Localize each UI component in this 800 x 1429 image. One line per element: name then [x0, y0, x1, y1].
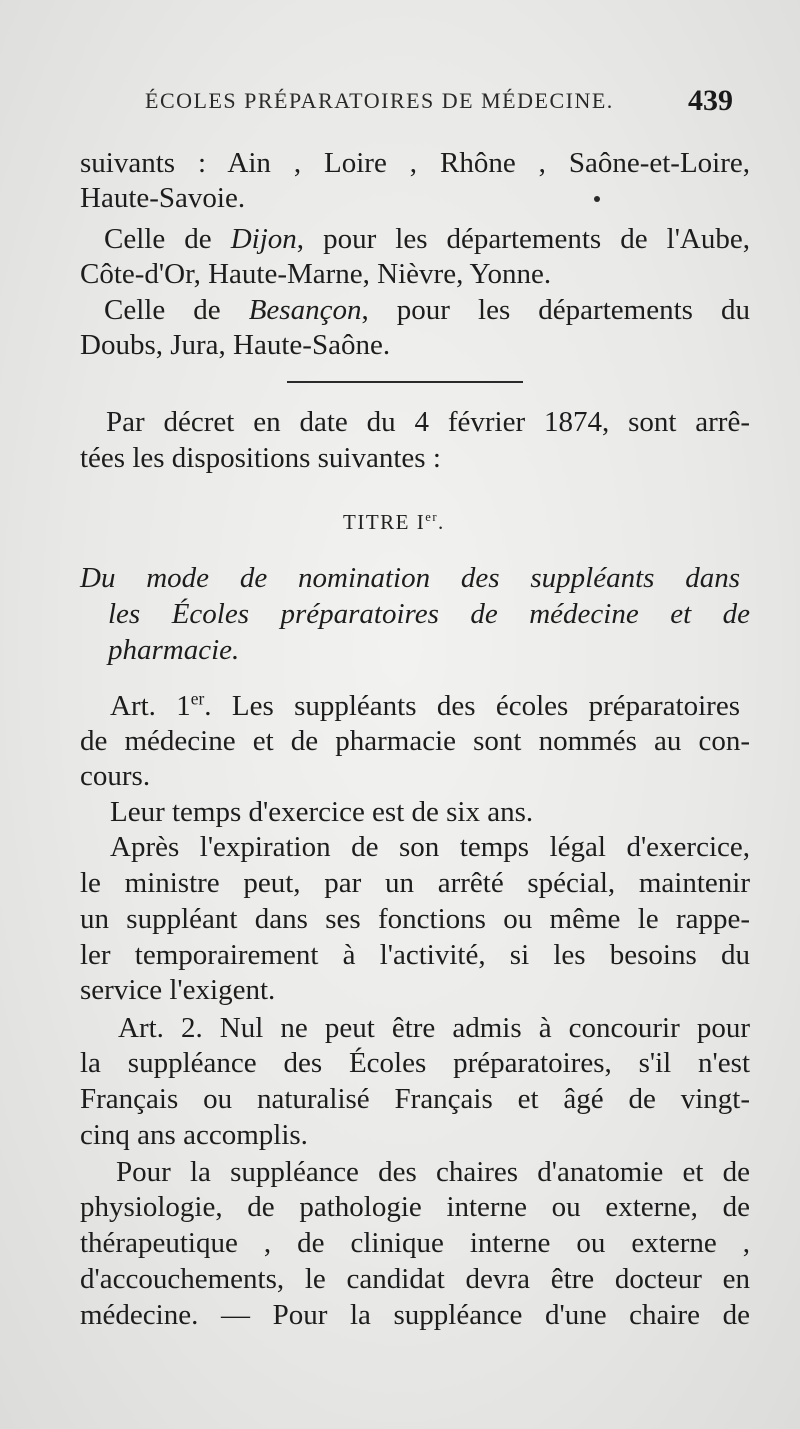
text-line: Après l'expiration de son temps légal d'exercice,: [110, 831, 750, 863]
text-line: Celle de Dijon, pour les départements de l'Aube,: [104, 223, 750, 255]
text-line: thérapeutique , de clinique interne ou externe ,: [80, 1227, 750, 1259]
page-header: [0, 84, 800, 124]
text-line: ler temporairement à l'activité, si les besoins du: [80, 939, 750, 971]
text-line: le ministre peut, par un arrêté spécial, maintenir: [80, 867, 750, 899]
text-line: médecine. — Pour la suppléance d'une chaire de: [80, 1299, 750, 1331]
section-heading: TITRE Ier.: [343, 510, 445, 534]
text-line: cours.: [80, 760, 151, 792]
text-line: Haute-Savoie.: [80, 182, 246, 214]
text-line: Art. 2. Nul ne peut être admis à concourir pour: [118, 1012, 750, 1044]
text-line: Art. 1er. Les suppléants des écoles préparatoires: [110, 688, 740, 722]
subtitle-line: les Écoles préparatoires de médecine et de: [108, 598, 750, 630]
text-line: la suppléance des Écoles préparatoires, s'il n'est: [80, 1047, 750, 1079]
text-line: Celle de Besançon, pour les départements du: [104, 294, 750, 326]
text-line: physiologie, de pathologie interne ou externe, de: [80, 1191, 750, 1223]
ink-speck: [594, 196, 600, 202]
text-line: Pour la suppléance des chaires d'anatomie et de: [116, 1156, 750, 1188]
text-line: de médecine et de pharmacie sont nommés au con-: [80, 725, 750, 757]
page-number: 439: [688, 84, 733, 117]
text-line: Leur temps d'exercice est de six ans.: [110, 796, 534, 828]
text-line: Français ou naturalisé Français et âgé de vingt-: [80, 1083, 750, 1115]
text-line: Doubs, Jura, Haute-Saône.: [80, 329, 391, 361]
subtitle-line: Du mode de nomination des suppléants dans: [80, 562, 740, 594]
text-line: d'accouchements, le candidat devra être docteur en: [80, 1263, 750, 1295]
text-line: service l'exigent.: [80, 974, 276, 1006]
text-line: Côte-d'Or, Haute-Marne, Nièvre, Yonne.: [80, 258, 552, 290]
running-title: ÉCOLES PRÉPARATOIRES DE MÉDECINE.: [145, 88, 614, 113]
text-line: cinq ans accomplis.: [80, 1119, 308, 1151]
text-line: tées les dispositions suivantes :: [80, 442, 441, 474]
text-line: un suppléant dans ses fonctions ou même le rappe-: [80, 903, 750, 935]
text-line: suivants : Ain , Loire , Rhône , Saône-et-Loire,: [80, 147, 750, 179]
subtitle-line: pharmacie.: [108, 634, 240, 666]
section-divider: [287, 381, 523, 383]
text-line: Par décret en date du 4 février 1874, sont arrê-: [106, 406, 750, 438]
